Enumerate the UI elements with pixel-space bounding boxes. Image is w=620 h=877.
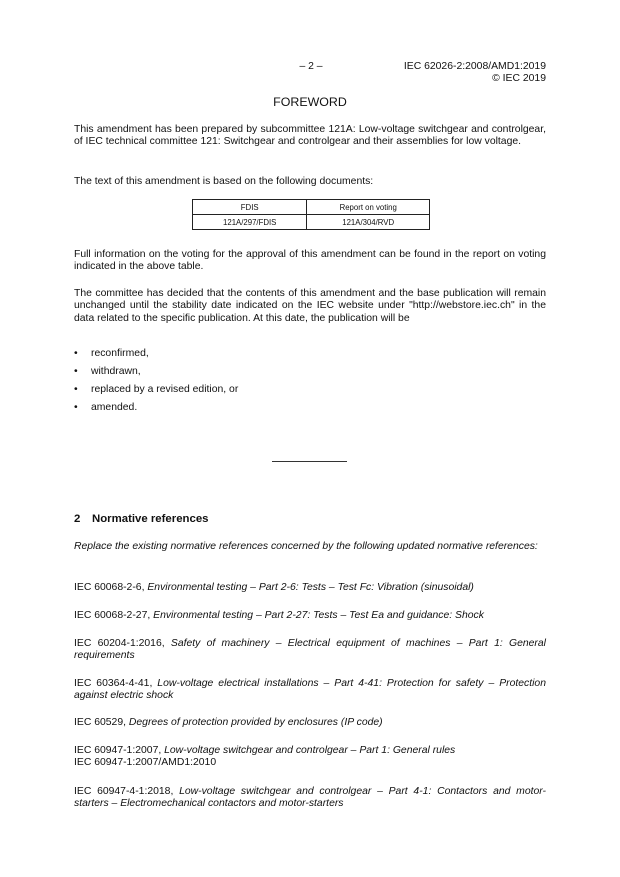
reference-id: IEC 60068-2-27, [74,610,154,621]
list-item-text: replaced by a revised edition, or [91,384,239,395]
list-item-text: reconfirmed, [91,348,149,359]
reference-title: Degrees of protection provided by enclosures (IP code) [128,717,383,728]
section-intro-text: Replace the existing normative references concerned by the following updated normative references: [74,541,538,552]
section-heading [74,513,209,525]
foreword-paragraph-3: Full information on the voting for the approval of this amendment can be found in the report on voting indicated in the above table. [74,249,546,273]
reference-item [74,786,546,811]
reference-id: IEC 60204-1:2016, [74,638,171,649]
reference-title: Low-voltage switchgear and controlgear – Part 4-1: Contactors and motor-starters – Electromechanical contactors and motor-starters [74,786,546,810]
documents-table [192,199,430,230]
reference-item [74,717,546,729]
table-header-cell: FDIS [193,200,307,215]
reference-title: Low-voltage switchgear and controlgear – Part 1: General rules [164,745,456,756]
reference-title: Environmental testing – Part 2-27: Tests – Test Ea and guidance: Shock [153,610,484,621]
document-id: IEC 62026-2:2008/AMD1:2019 [403,61,546,72]
reference-id: IEC 60364-4-41, [74,678,158,689]
reference-id: IEC 60529, [74,717,129,728]
table-cell: 121A/297/FDIS [193,215,307,230]
copyright-notice: © IEC 2019 [492,73,546,84]
bullet-icon: • [74,402,78,413]
document-page [74,0,546,877]
table-row [193,215,430,230]
reference-id: IEC 60947-4-1:2018, [74,786,180,797]
bullet-icon: • [74,366,78,377]
foreword-paragraph-2: The text of this amendment is based on the following documents: [74,176,374,187]
section-title: Normative references [92,513,209,525]
section-intro [74,541,546,553]
document-header [404,61,546,85]
foreword-title: FOREWORD [273,95,347,109]
reference-item [74,678,546,703]
reference-id: IEC 60068-2-6, [74,582,148,593]
reference-title: Low-voltage electrical installations – Part 4-41: Protection for safety – Protection against electric shock [74,678,546,702]
section-divider [272,461,347,462]
reference-item [74,745,546,770]
foreword-paragraph-4: The committee has decided that the contents of this amendment and the base publication will remain unchanged until the stability date indicated on the IEC website under "http://webstore.iec.ch" in the data related to the specific publication. At this date, the publication will be [74,288,546,324]
section-number: 2 [74,513,81,525]
page-number: – 2 – [299,61,323,72]
reference-item [74,638,546,663]
reference-title: Environmental testing – Part 2-6: Tests – Test Fc: Vibration (sinusoidal) [147,582,474,593]
bullet-icon: • [74,384,78,395]
table-header-cell: Report on voting [307,200,430,215]
reference-title: Safety of machinery – Electrical equipment of machines – Part 1: General requirements [74,638,546,662]
table-header-row [193,200,430,215]
reference-item [74,610,546,622]
foreword-paragraph-1: This amendment has been prepared by subcommittee 121A: Low-voltage switchgear and controlgear, of IEC technical committee 121: Switchgear and controlgear and their assemblies for low voltage. [74,124,546,148]
table-cell: 121A/304/RVD [307,215,430,230]
bullet-icon: • [74,348,78,359]
reference-id: IEC 60947-1:2007, [74,745,165,756]
list-item-text: withdrawn, [91,366,141,377]
list-item-text: amended. [91,402,138,413]
reference-item [74,582,546,594]
reference-amendment: IEC 60947-1:2007/AMD1:2010 [74,757,217,769]
